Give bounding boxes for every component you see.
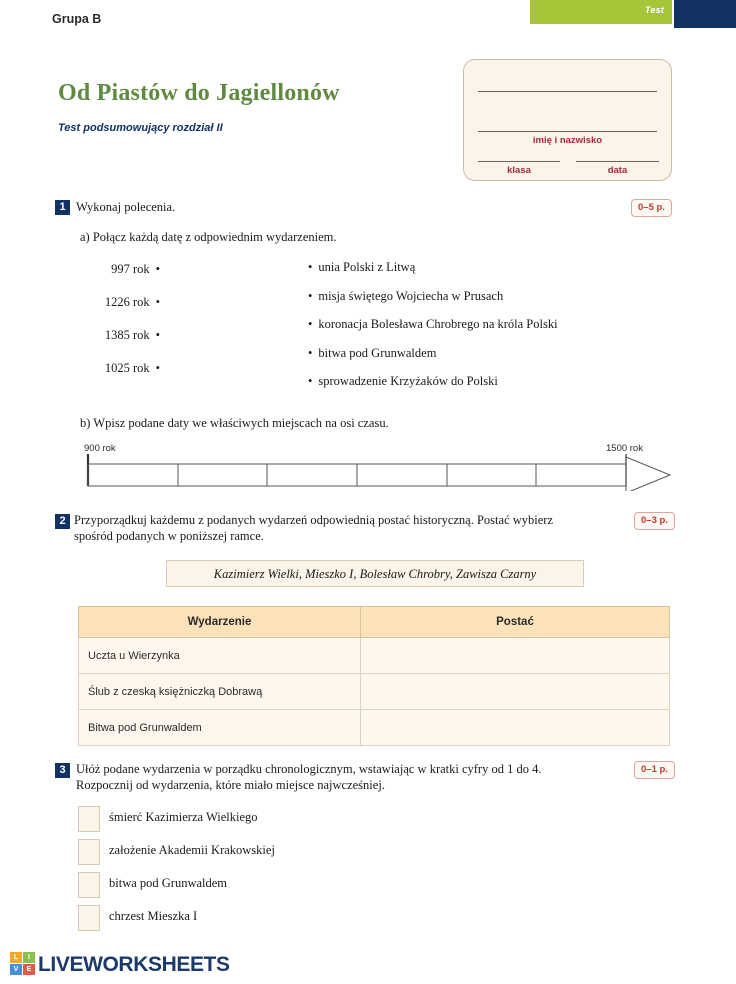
date-bullet-icon: • — [155, 295, 160, 309]
exercise-2-points-badge: 0–3 p. — [634, 512, 675, 530]
date-item[interactable]: 997 rok • — [111, 262, 160, 276]
exercise-2-number: 2 — [55, 514, 70, 529]
logo-tiles-icon — [10, 952, 36, 976]
table-row — [79, 674, 670, 710]
event-item[interactable]: • bitwa pod Grunwaldem — [308, 345, 437, 360]
event-item[interactable]: • unia Polski z Litwą — [308, 260, 416, 274]
logo-wordmark: LIVEWORKSHEETS — [38, 953, 230, 976]
date-field-label: data — [607, 165, 628, 176]
event-bullet-icon: • — [308, 374, 313, 388]
date-item[interactable]: 1226 rok • — [104, 295, 160, 309]
name-field-label: imię i nazwisko — [532, 135, 603, 146]
table-header-event: Wydarzenie — [79, 607, 361, 638]
logo-tile-l: L — [10, 952, 22, 963]
order-input-box[interactable] — [78, 905, 100, 931]
date-bullet-icon: • — [155, 361, 160, 375]
table-cell-answer[interactable] — [361, 710, 670, 746]
date-item[interactable]: 1025 rok • — [104, 361, 160, 375]
date-line[interactable] — [576, 161, 659, 162]
exercise-1-points-badge: 0–5 p. — [631, 199, 672, 217]
table-header-row — [79, 607, 670, 638]
exercise-3-points-badge: 0–1 p. — [634, 761, 675, 779]
header-navy-block — [674, 0, 736, 28]
order-input-box[interactable] — [78, 806, 100, 832]
timeline-start-label: 900 rok — [84, 443, 116, 454]
event-item[interactable]: • sprowadzenie Krzyżaków do Polski — [308, 374, 498, 388]
exercise-3-number: 3 — [55, 763, 70, 778]
exercise-1a-instruction: a) Połącz każdą datę z odpowiednim wydarzeniem. — [80, 230, 337, 244]
group-label: Grupa B — [52, 12, 102, 26]
exercise-1-number: 1 — [55, 200, 70, 215]
event-bullet-icon: • — [308, 317, 313, 331]
table-cell-answer[interactable] — [361, 674, 670, 710]
table-cell-event: Ślub z czeską księżniczką Dobrawą — [79, 674, 361, 710]
logo-tile-i: I — [23, 952, 35, 963]
table-cell-answer[interactable] — [361, 638, 670, 674]
logo-tile-v: V — [10, 964, 22, 975]
header-green-bar — [530, 0, 672, 24]
order-item-label: śmierć Kazimierza Wielkiego — [109, 810, 258, 824]
table-cell-event: Uczta u Wierzynka — [79, 638, 361, 674]
timeline-axis[interactable] — [70, 435, 690, 491]
date-bullet-icon: • — [155, 262, 160, 276]
test-tag-label: Test — [645, 5, 664, 15]
event-bullet-icon: • — [308, 288, 313, 303]
date-item[interactable]: 1385 rok • — [104, 328, 160, 342]
table-row — [79, 638, 670, 674]
events-column — [308, 253, 558, 396]
name-line-2[interactable] — [478, 131, 657, 132]
table-row — [79, 710, 670, 746]
name-line-1[interactable] — [478, 91, 657, 92]
table-header-figure: Postać — [361, 607, 670, 638]
order-item-label: chrzest Mieszka I — [109, 909, 198, 923]
dates-column — [70, 253, 160, 385]
order-item-label: założenie Akademii Krakowskiej — [109, 843, 275, 857]
order-input-box[interactable] — [78, 839, 100, 865]
order-item-label: bitwa pod Grunwaldem — [109, 876, 228, 890]
event-item[interactable]: • misja świętego Wojciecha w Prusach — [308, 288, 504, 303]
assignment-table — [78, 606, 670, 746]
timeline-end-label: 1500 rok — [606, 443, 643, 454]
exercise-3-instruction-line-1: Ułóż podane wydarzenia w porządku chronologicznym, wstawiając w kratki cyfry od 1 do 4. — [76, 762, 542, 776]
class-field-label: klasa — [507, 165, 531, 176]
order-input-box[interactable] — [78, 872, 100, 898]
word-bank-box: Kazimierz Wielki, Mieszko I, Bolesław Chrobry, Zawisza Czarny — [166, 560, 584, 587]
table-cell-event: Bitwa pod Grunwaldem — [79, 710, 361, 746]
logo-tile-e: E — [23, 964, 35, 975]
student-info-box — [463, 59, 672, 181]
timeline-arrow-icon — [626, 457, 670, 491]
event-bullet-icon: • — [308, 345, 313, 360]
event-item[interactable]: • koronacja Bolesława Chrobrego na króla Polski — [308, 317, 558, 331]
page-subtitle: Test podsumowujący rozdział II — [58, 122, 223, 134]
class-line[interactable] — [478, 161, 560, 162]
exercise-3-instruction-line-2: Rozpocznij od wydarzenia, które miało miejsce najwcześniej. — [76, 778, 385, 792]
exercise-2-instruction-line-1: Przyporządkuj każdemu z podanych wydarzeń odpowiednią postać historyczną. Postać wybierz — [74, 513, 554, 527]
exercise-2-instruction-line-2: spośród podanych w poniższej ramce. — [74, 529, 264, 543]
date-bullet-icon: • — [155, 328, 160, 342]
event-bullet-icon: • — [308, 260, 313, 274]
page-title: Od Piastów do Jagiellonów — [58, 80, 340, 106]
exercise-1-instruction: Wykonaj polecenia. — [76, 200, 176, 214]
exercise-1b-instruction: b) Wpisz podane daty we właściwych miejscach na osi czasu. — [80, 416, 389, 430]
